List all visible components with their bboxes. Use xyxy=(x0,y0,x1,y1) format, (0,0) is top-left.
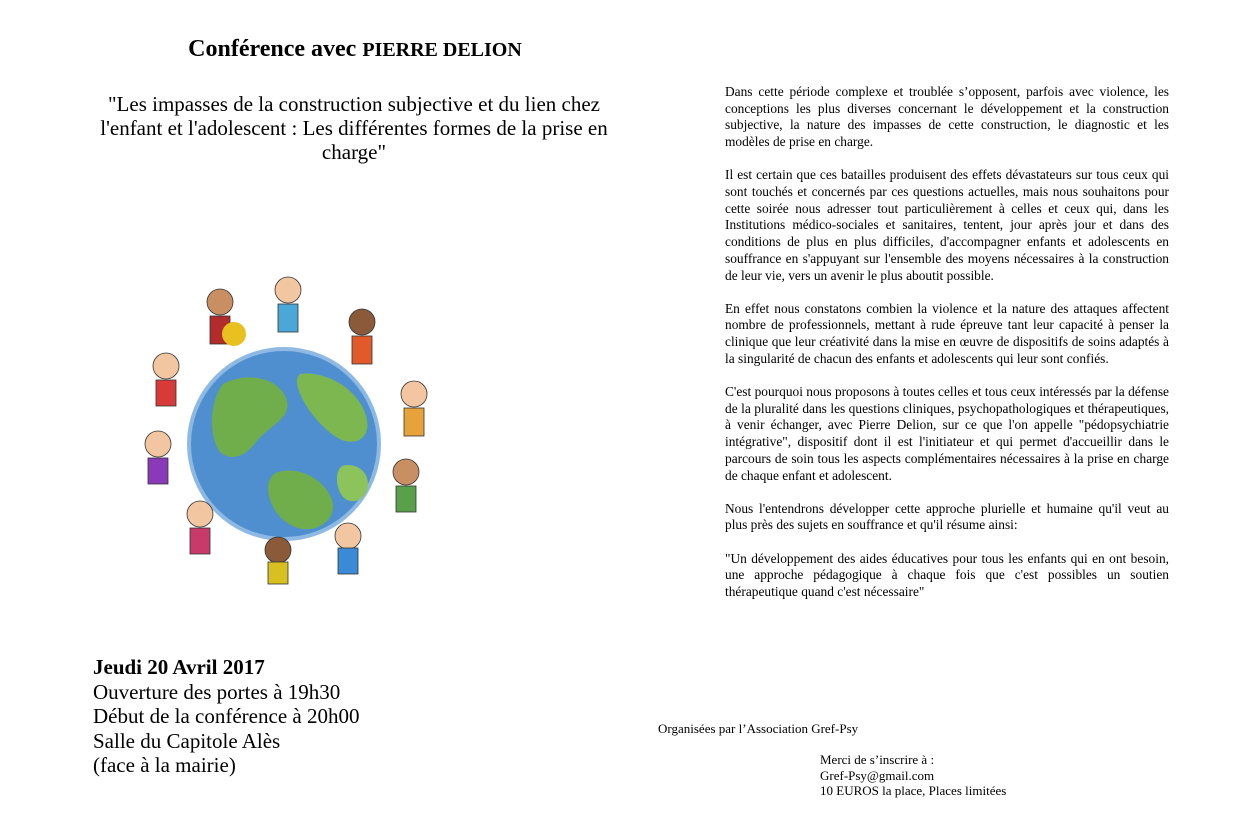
venue-note: (face à la mairie) xyxy=(93,753,236,777)
children-around-globe-illustration xyxy=(128,266,440,586)
price-info: 10 EUROS la place, Places limitées xyxy=(820,783,1007,798)
conference-start: Début de la conférence à 20h00 xyxy=(93,704,360,728)
paragraph: C'est pourquoi nous proposons à toutes celles et tous ceux intéressés par la défense de la pluralité dans les questions cliniques, psychopathologiques et thérapeutiques, à venir échanger, avec Pierre Delion, sur ce que l'on appelle "pédopsychiatrie intégrative", dispositif dont il est l'initiateur et qui permet d'accueillir dans le parcours de soin tous les aspects complémentaires nécessaires à la prise en charge de chaque enfant et adolescent. xyxy=(725,384,1169,483)
organizer-line: Organisées par l’Association Gref-Psy xyxy=(658,721,859,736)
event-details xyxy=(93,655,359,778)
registration-info xyxy=(820,752,1006,799)
contact-email: Gref-Psy@gmail.com xyxy=(820,767,935,783)
paragraph: Il est certain que ces batailles produisent des effets dévastateurs sur tous ceux qui sont touchés et concernés par ces questions actuelles, mais nous souhaitons pour cette soirée nous adresser tout particulièrement à celles et ceux qui, dans les Institutions médico-sociales et sanitaires, tentent, jour après jour et dans des conditions de plus en plus difficiles, d'accompagner enfants et adolescents en souffrance en s'appuyant sur l'ensemble des moyens nécessaires à la construction de leur vie, vers un avenir le plus aboutit possible. xyxy=(725,167,1169,283)
event-date: Jeudi 20 Avril 2017 xyxy=(93,655,265,679)
paragraph: Nous l'entendrons développer cette approche plurielle et humaine qu'il veut au plus près des sujets en souffrance et qu'il résume ainsi: xyxy=(725,500,1169,533)
speaker-name: PIERRE DELION xyxy=(362,39,522,61)
conference-subtitle: "Les impasses de la construction subjective et du lien chez l'enfant et l'adolescent : Les différentes formes de la prise en charge" xyxy=(100,92,608,164)
globe-icon xyxy=(189,349,379,539)
quote-paragraph: "Un développement des aides éducatives pour tous les enfants qui en ont besoin, une approche pédagogique à chaque fois que c'est possibles un soutien thérapeutique quand c'est nécessaire" xyxy=(725,550,1169,600)
venue: Salle du Capitole Alès xyxy=(93,728,281,753)
paragraph: Dans cette période complexe et troublée s’opposent, parfois avec violence, les conceptions les plus diverses concernant le développement et la construction subjective, la nature des impasses de cette construction, le diagnostic et les modèles de prise en charge. xyxy=(725,84,1169,150)
doors-opening: Ouverture des portes à 19h30 xyxy=(93,679,341,704)
title-prefix: Conférence avec xyxy=(188,36,357,62)
register-label: Merci de s’inscrire à : xyxy=(820,752,935,767)
page-title xyxy=(100,36,610,63)
paragraph: En effet nous constatons combien la violence et la nature des attaques affectent nombre de professionnels, mettant à rude épreuve tant leur capacité à penser la clinique que leur créativité dans la mise en œuvre de dispositifs de soins adaptés à la singularité de chacun des enfants et adolescents qui leur sont confiés. xyxy=(725,300,1169,366)
description-text xyxy=(725,84,1169,617)
